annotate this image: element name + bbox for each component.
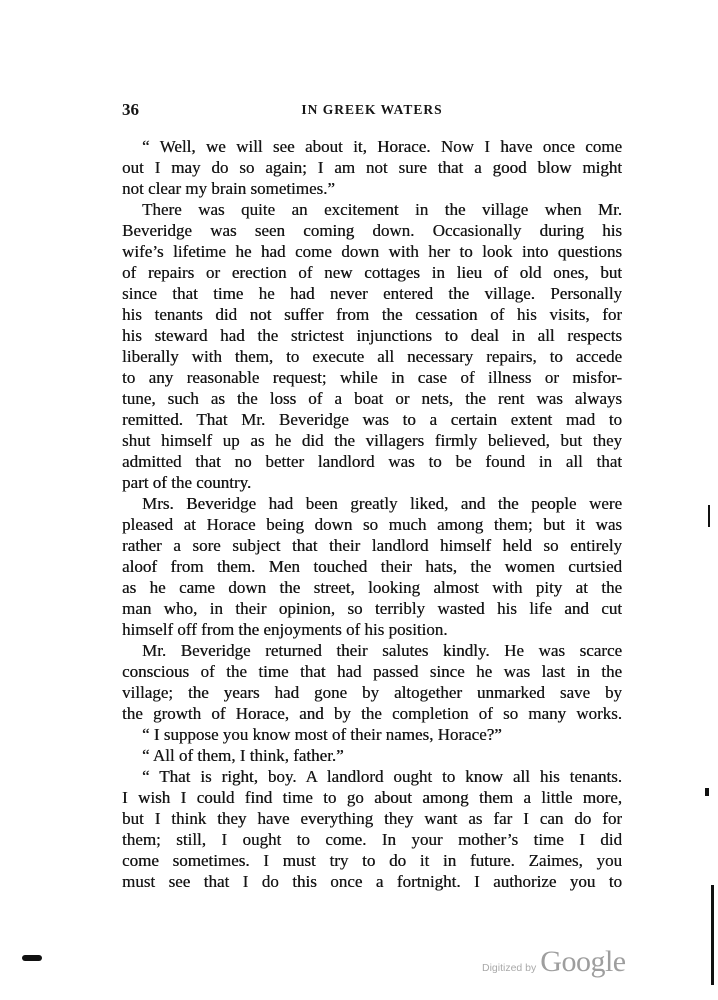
body-text [122, 136, 622, 892]
text-line: “ That is right, boy. A landlord ought to know all his tenants. [142, 767, 622, 786]
scan-artifact-right-line [708, 505, 710, 527]
running-title: IN GREEK WATERS [301, 102, 443, 117]
text-line: aloof from them. Men touched their hats, the women curtsied [122, 557, 622, 576]
scan-artifact-right-bar [711, 885, 714, 985]
text-line: tune, such as the loss of a boat or nets, the rent was always [122, 389, 622, 408]
text-line: Mrs. Beveridge had been greatly liked, and the people were [142, 494, 622, 513]
text-line: “ Well, we will see about it, Horace. Now I have once come [142, 137, 622, 156]
text-line: the growth of Horace, and by the completion of so many works. [122, 704, 622, 723]
text-line: wife’s lifetime he had come down with her to look into questions [122, 242, 622, 261]
text-line: not clear my brain sometimes.” [122, 179, 335, 198]
text-line: Beveridge was seen coming down. Occasionally during his [122, 221, 622, 240]
text-line: come sometimes. I must try to do it in future. Zaimes, you [122, 851, 622, 870]
text-line: out I may do so again; I am not sure that a good blow might [122, 158, 622, 177]
text-line: admitted that no better landlord was to be found in all that [122, 452, 622, 471]
scan-artifact-left-blob [22, 955, 42, 961]
text-line: as he came down the street, looking almost with pity at the [122, 578, 622, 597]
digitized-by-google-watermark [482, 945, 626, 979]
page-number: 36 [122, 100, 139, 119]
running-header [122, 100, 622, 120]
text-line: liberally with them, to execute all necessary repairs, to accede [122, 347, 622, 366]
text-line: There was quite an excitement in the village when Mr. [142, 200, 622, 219]
digitized-label: Digitized by [482, 962, 537, 974]
text-line: conscious of the time that had passed since he was last in the [122, 662, 622, 681]
text-line: his tenants did not suffer from the cessation of his visits, for [122, 305, 622, 324]
text-line: of repairs or erection of new cottages in lieu of old ones, but [122, 263, 622, 282]
google-logo: Google [540, 945, 626, 978]
text-line: himself off from the enjoyments of his position. [122, 620, 448, 639]
text-line: “ I suppose you know most of their names, Horace?” [142, 725, 502, 744]
text-line: village; the years had gone by altogether unmarked save by [122, 683, 622, 702]
text-line: since that time he had never entered the village. Personally [122, 284, 622, 303]
text-line: man who, in their opinion, so terribly wasted his life and cut [122, 599, 622, 618]
text-line: shut himself up as he did the villagers firmly believed, but they [122, 431, 622, 450]
scan-artifact-right-tick [705, 788, 709, 796]
text-line: his steward had the strictest injunctions to deal in all respects [122, 326, 622, 345]
text-line: “ All of them, I think, father.” [142, 746, 344, 765]
text-line: part of the country. [122, 473, 252, 492]
text-line: I wish I could find time to go about among them a little more, [122, 788, 622, 807]
text-line: to any reasonable request; while in case of illness or misfor- [122, 368, 622, 387]
text-line: Mr. Beveridge returned their salutes kindly. He was scarce [142, 641, 622, 660]
text-line: them; still, I ought to come. In your mother’s time I did [122, 830, 622, 849]
text-line: pleased at Horace being down so much among them; but it was [122, 515, 622, 534]
text-line: rather a sore subject that their landlord himself held so entirely [122, 536, 622, 555]
text-line: but I think they have everything they want as far I can do for [122, 809, 622, 828]
text-line: remitted. That Mr. Beveridge was to a certain extent mad to [122, 410, 622, 429]
text-line: must see that I do this once a fortnight. I authorize you to [122, 872, 622, 891]
